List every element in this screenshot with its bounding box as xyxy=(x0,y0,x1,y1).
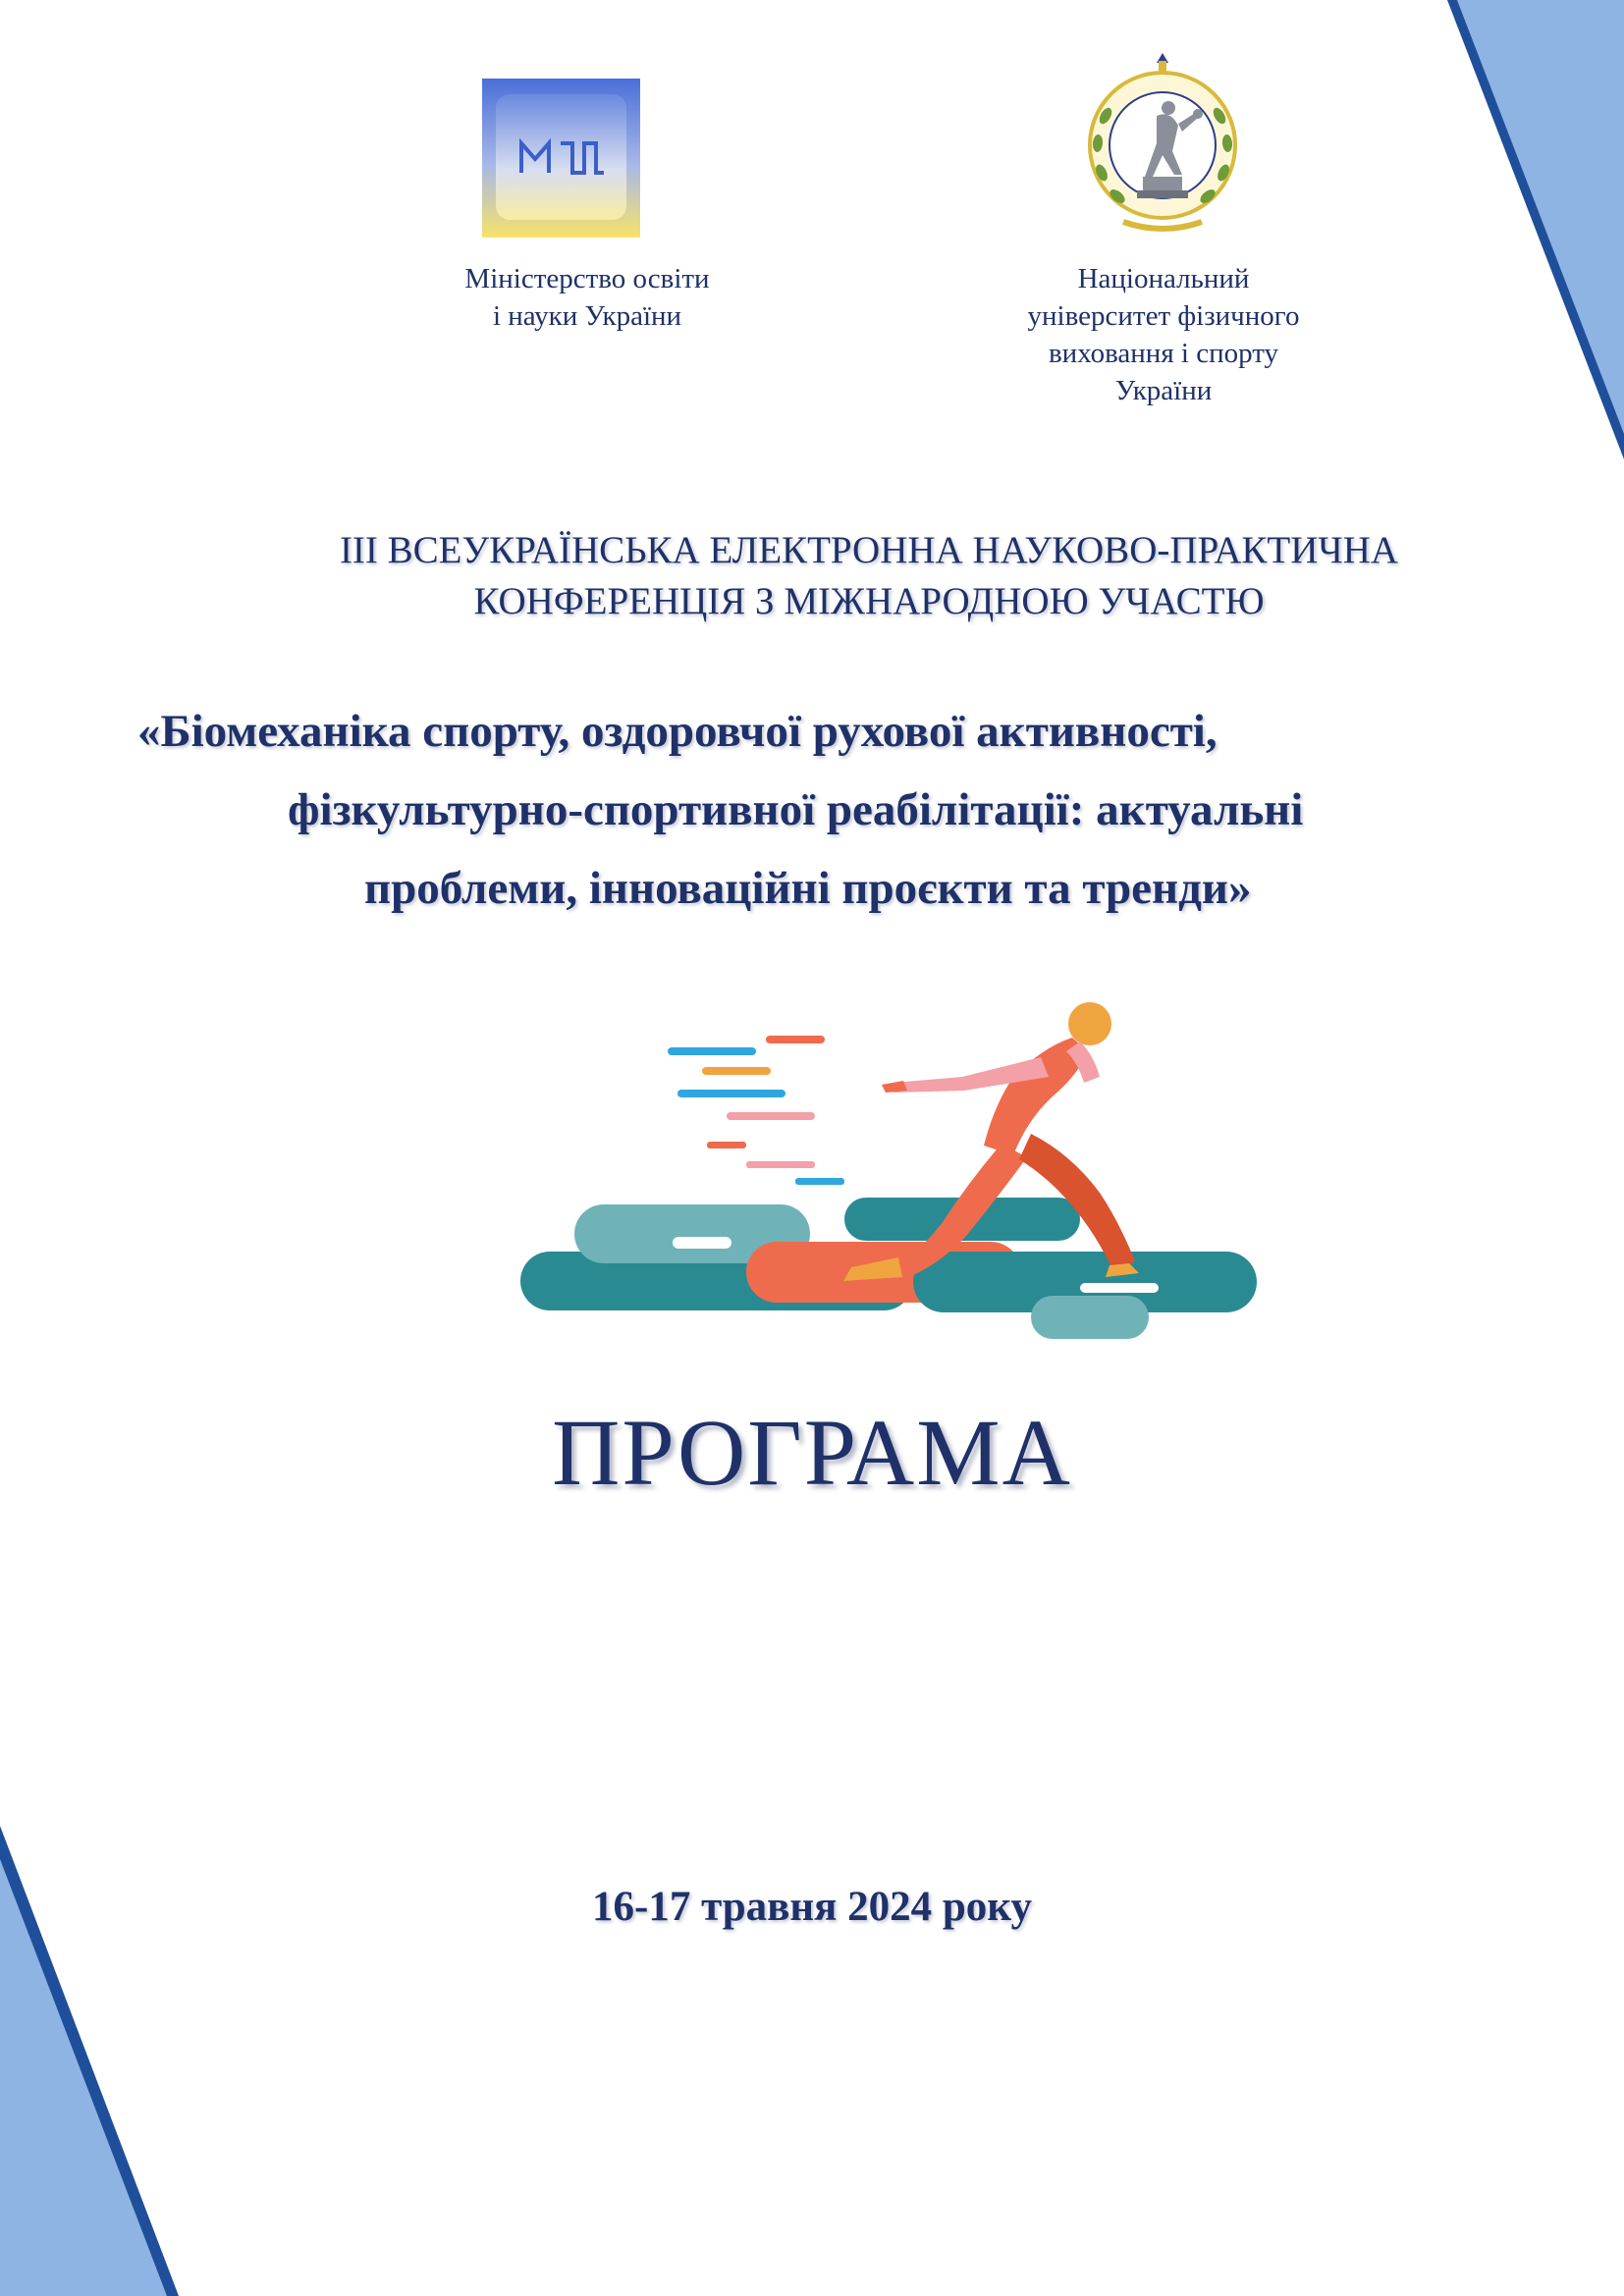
ministry-caption-line: і науки України xyxy=(492,300,682,332)
university-caption-line: університет фізичного xyxy=(1027,300,1300,332)
conference-title-line: фізкультурно-спортивної реабілітації: актуальні xyxy=(288,784,1304,835)
ministry-mon-logo-icon xyxy=(482,79,640,238)
conference-heading-line: КОНФЕРЕНЦІЯ З МІЖНАРОДНОЮ УЧАСТЮ xyxy=(473,580,1265,622)
university-caption-line: України xyxy=(1114,375,1213,406)
conference-heading xyxy=(177,525,1561,627)
conference-heading-line: ІІІ ВСЕУКРАЇНСЬКА ЕЛЕКТРОННА НАУКОВО-ПРАКТИЧНА xyxy=(339,529,1399,571)
conference-title-line: проблеми, інноваційні проєкти та тренди» xyxy=(364,863,1252,914)
ministry-caption xyxy=(393,260,782,335)
ministry-caption-line: Міністерство освіти xyxy=(464,263,710,294)
university-caption-line: виховання і спорту xyxy=(1048,338,1279,369)
event-date: 16-17 травня 2024 року xyxy=(592,1884,1032,1930)
university-discobolus-emblem-icon xyxy=(1080,47,1245,236)
conference-title xyxy=(137,692,1512,928)
top-right-corner-decoration xyxy=(0,0,1624,461)
running-athlete-illustration-icon xyxy=(452,947,1306,1379)
university-caption-line: Національний xyxy=(1077,263,1250,294)
program-title: ПРОГРАМА xyxy=(552,1400,1072,1505)
conference-title-line: «Біомеханіка спорту, оздоровчої рухової активності, xyxy=(137,706,1218,757)
university-caption xyxy=(967,260,1360,409)
